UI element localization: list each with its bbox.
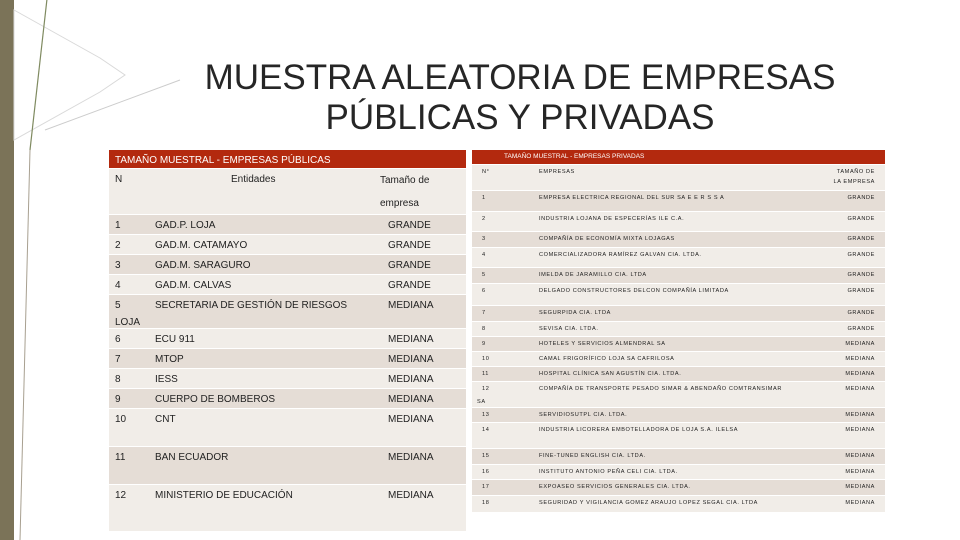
entity-name-continued: LOJA [115,317,141,328]
col-size-header-line-1: Tamaño de [380,175,430,186]
entity-size: GRANDE [388,275,466,295]
row-number: 7 [109,349,151,369]
row-number: 1 [109,215,151,235]
table-row [472,248,885,268]
company-size: GRANDE [817,284,885,306]
row-number: 6 [109,329,151,349]
company-name-text: COMERCIALIZADORA RAMÍREZ GALVAN CIA. LTDA. [539,252,702,258]
page-title [130,58,910,138]
table-row [472,212,885,232]
company-name [511,322,817,337]
row-number: 12 [472,382,511,408]
table-row [109,369,466,389]
row-number: 5 [472,268,511,284]
private-companies-table [472,150,885,512]
company-size: MEDIANA [817,352,885,367]
entity-name-text: GAD.P. LOJA [155,220,216,231]
entity-size: MEDIANA [388,295,466,329]
company-name [511,465,817,480]
entity-name [115,295,388,329]
company-name-text: COMPAÑÍA DE TRANSPORTE PESADO SIMAR & ABENDAÑO COMTRANSIMAR [539,386,783,392]
company-name-text: SERVIDIOSUTPL CIA. LTDA. [539,412,628,418]
company-size: GRANDE [817,232,885,248]
row-number: 6 [472,284,511,306]
table-row [472,352,885,367]
company-size: MEDIANA [817,496,885,512]
company-name-text: SEGURIDAD Y VIGILANCIA GOMEZ ARAUJO LOPEZ SEGAL CIA. LTDA [539,500,758,506]
company-name-text: HOSPITAL CLÍNICA SAN AGUSTÍN CIA. LTDA. [539,371,682,377]
company-size: MEDIANA [817,465,885,480]
entity-name [151,235,388,255]
entity-name-text: IESS [155,374,178,385]
company-size: MEDIANA [817,382,885,408]
row-number: 11 [109,447,151,485]
company-size: MEDIANA [817,367,885,382]
table-row [109,389,466,409]
decorative-line [20,150,30,540]
entity-name-text: MTOP [155,354,184,365]
row-number: 2 [472,212,511,232]
table-row [109,329,466,349]
company-name [511,268,817,284]
entity-size: MEDIANA [388,389,466,409]
company-size: GRANDE [817,268,885,284]
row-number: 14 [472,423,511,449]
company-size: GRANDE [817,322,885,337]
table-row [472,382,885,408]
row-number: 10 [109,409,151,447]
col-company-size-header [817,165,885,191]
company-name-text: INDUSTRIA LICORERA EMBOTELLADORA DE LOJA S.A. ILELSA [539,427,739,433]
row-number: 8 [472,322,511,337]
col-number-header: N° [472,165,511,191]
entity-name-text: CNT [155,414,176,425]
table-row [109,349,466,369]
entity-name [151,485,388,531]
title-line-2: PÚBLICAS Y PRIVADAS [325,98,715,137]
company-name-text: CAMAL FRIGORÍFICO LOJA SA CAFRILOSA [539,356,675,362]
entity-name [151,275,388,295]
company-name [511,191,817,212]
company-name-text: DELGADO CONSTRUCTORES DELCON COMPAÑÍA LIMITADA [539,288,729,294]
table-row [109,485,466,531]
row-number: 18 [472,496,511,512]
company-name [511,408,817,423]
company-name-text: INSTITUTO ANTONIO PEÑA CELI CIA. LTDA. [539,469,678,475]
table-row [109,235,466,255]
entity-size: MEDIANA [388,447,466,485]
entity-name-text: SECRETARIA DE GESTIÓN DE RIESGOS [155,300,348,311]
company-name-text: IMELDA DE JARAMILLO CIA. LTDA [539,272,647,278]
entity-name [151,369,388,389]
public-column-header-row [109,169,466,215]
company-name [511,337,817,352]
company-name-text: EXPOASEO SERVICIOS GENERALES CIA. LTDA. [539,484,691,490]
company-size: MEDIANA [817,449,885,465]
row-number: 1 [472,191,511,212]
entity-size: GRANDE [388,235,466,255]
table-row [472,268,885,284]
company-size: MEDIANA [817,480,885,496]
company-name-text: SEVISA CIA. LTDA. [539,326,599,332]
row-number: 10 [472,352,511,367]
col-size-header-line-2: empresa [380,198,419,209]
row-number: 12 [109,485,151,531]
company-name-continued: SA [477,399,486,405]
company-size: GRANDE [817,248,885,268]
row-number: 4 [472,248,511,268]
entity-size: MEDIANA [388,409,466,447]
entity-name [151,409,388,447]
entity-name-text: GAD.M. SARAGURO [155,260,251,271]
table-row [472,408,885,423]
col-size-header [380,169,466,215]
table-row [472,306,885,322]
company-size: MEDIANA [817,337,885,352]
entity-name-text: GAD.M. CATAMAYO [155,240,248,251]
entity-size: GRANDE [388,255,466,275]
private-column-header-row [472,165,885,191]
entity-name-text: MINISTERIO DE EDUCACIÓN [155,490,293,501]
entity-size: MEDIANA [388,485,466,531]
row-number: 16 [472,465,511,480]
entity-name [151,329,388,349]
company-size: MEDIANA [817,423,885,449]
table-row [472,322,885,337]
entity-size: MEDIANA [388,369,466,389]
company-size: GRANDE [817,212,885,232]
row-number: 17 [472,480,511,496]
company-name-text: COMPAÑÍA DE ECONOMÍA MIXTA LOJAGAS [539,236,675,242]
table-row [472,423,885,449]
table-row [109,275,466,295]
col-n-header: N [109,169,151,215]
table-row [109,409,466,447]
public-companies-table [109,150,466,531]
company-name [511,212,817,232]
entity-size: MEDIANA [388,349,466,369]
company-name [511,232,817,248]
row-number: 3 [472,232,511,248]
table-row [109,255,466,275]
entity-name-text: CUERPO DE BOMBEROS [155,394,276,405]
title-line-1: MUESTRA ALEATORIA DE EMPRESAS [204,58,836,97]
row-number: 13 [472,408,511,423]
entity-name-text: ECU 911 [155,334,195,345]
company-name [511,352,817,367]
row-number: 5 [109,295,151,329]
entity-name [151,349,388,369]
table-row [109,215,466,235]
col-company-size-header-line-2: LA EMPRESA [833,179,875,185]
company-size: GRANDE [817,191,885,212]
row-number: 9 [109,389,151,409]
table-row [472,337,885,352]
company-name-text: EMPRESA ELECTRICA REGIONAL DEL SUR SA E E R S S A [539,195,725,201]
company-name [511,367,817,382]
table-row [472,480,885,496]
col-entities-header: Entidades [151,169,388,215]
company-name [511,449,817,465]
row-number: 2 [109,235,151,255]
company-name [511,248,817,268]
company-name-text: HOTELES Y SERVICIOS ALMENDRAL SA [539,341,666,347]
company-size: GRANDE [817,306,885,322]
table-row [472,496,885,512]
table-row [472,284,885,306]
company-name-text: FINE-TUNED ENGLISH CIA. LTDA. [539,453,646,459]
entity-size: MEDIANA [388,329,466,349]
row-number: 15 [472,449,511,465]
table-row [472,449,885,465]
company-name [511,480,817,496]
row-number: 7 [472,306,511,322]
company-name-text: INDUSTRIA LOJANA DE ESPECERÍAS ILE C.A. [539,216,685,222]
table-row [109,295,466,329]
table-row [472,191,885,212]
col-company-header: EMPRESAS [511,165,817,191]
company-name-text: SEGURPIDA CIA. LTDA [539,310,611,316]
entity-size: GRANDE [388,215,466,235]
entity-name-text: GAD.M. CALVAS [155,280,232,291]
entity-name-text: BAN ECUADOR [155,452,229,463]
table-row [472,465,885,480]
table-row [472,232,885,248]
private-table-header: TAMAÑO MUESTRAL - EMPRESAS PRIVADAS [472,150,885,164]
entity-name [151,447,388,485]
entity-name [151,215,388,235]
table-row [109,447,466,485]
table-row [472,367,885,382]
company-name [511,284,817,306]
row-number: 4 [109,275,151,295]
entity-name [151,255,388,275]
company-name [511,306,817,322]
row-number: 3 [109,255,151,275]
col-company-size-header-line-1: TAMAÑO DE [836,169,875,175]
company-name [511,423,817,449]
row-number: 8 [109,369,151,389]
public-table-header: TAMAÑO MUESTRAL - EMPRESAS PÚBLICAS [109,150,466,168]
row-number: 11 [472,367,511,382]
row-number: 9 [472,337,511,352]
company-name [511,496,817,512]
entity-name [151,389,388,409]
company-size: MEDIANA [817,408,885,423]
